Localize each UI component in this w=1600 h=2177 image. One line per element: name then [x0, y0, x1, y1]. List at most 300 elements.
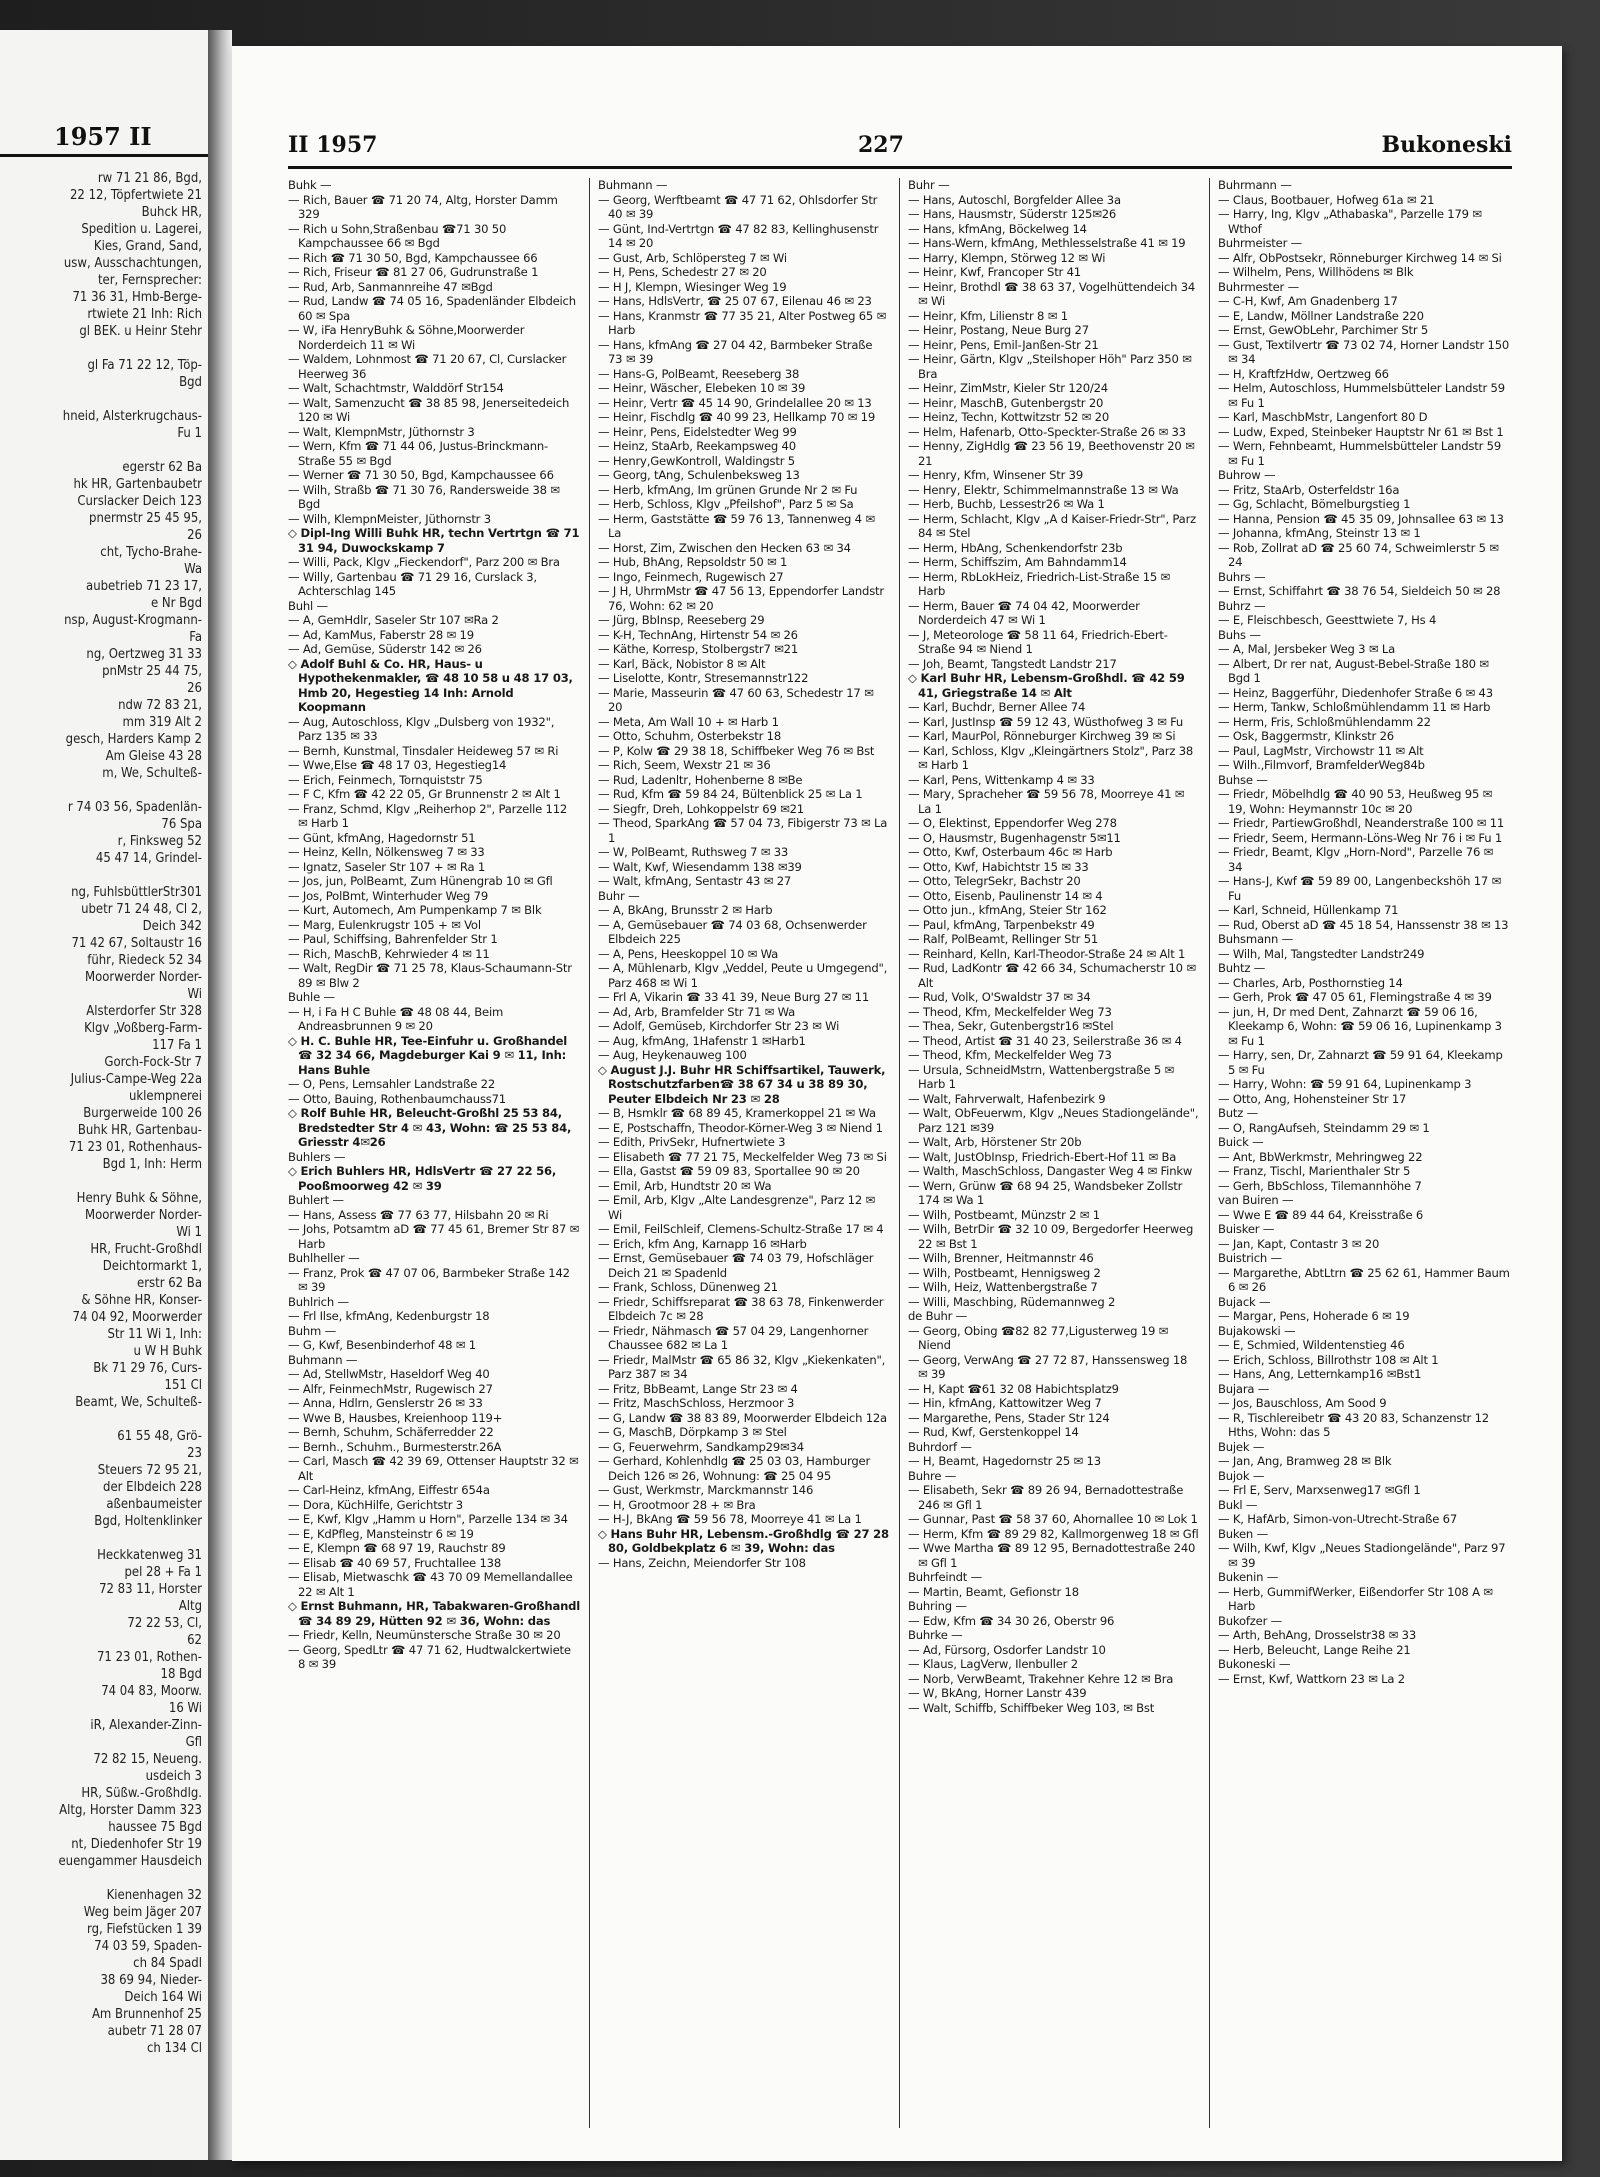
directory-entry: — Rud, Arb, Sanmannreihe 47 ✉Bgd — [288, 279, 493, 294]
left-page-line: 16 Wi — [168, 1701, 202, 1716]
directory-entry: — W, PolBeamt, Ruthsweg 7 ✉ 33 — [598, 845, 789, 859]
directory-entry: — Gg, Schlacht, Bömelburgstieg 1 — [1218, 497, 1411, 511]
surname-heading: Buhlert — — [288, 1193, 344, 1207]
directory-entry: — Walt, kfmAng, Sentastr 43 ✉ 27 — [598, 874, 792, 888]
surname-heading: Bukofzer — — [1218, 1613, 1283, 1628]
left-page-line: Henry Buhk & Söhne, — [76, 1191, 202, 1206]
left-page-line: m, We, Schulteß- — [102, 766, 202, 781]
left-page-line: pel 28 + Fa 1 — [124, 1565, 202, 1580]
directory-entry: — H, KraftfzHdw, Oertzweg 66 — [1218, 366, 1389, 381]
left-page-line: Gfl — [185, 1735, 202, 1750]
left-page-line: Klgv „Voßberg-Farm- — [84, 1021, 202, 1036]
directory-entry: — Friedr, Seem, Hermann-Löns-Weg Nr 76 i ✉ Fu 1 — [1218, 830, 1503, 845]
directory-entry: — Hub, BhAng, Repsoldstr 50 ✉ 1 — [598, 555, 788, 569]
directory-entry: — Heinz, StaArb, Reekampsweg 40 — [598, 439, 796, 453]
directory-entry: — Albert, Dr rer nat, August-Bebel-Straße 180 ✉ Bgd 1 — [1218, 656, 1489, 685]
directory-entry: — W, iFa HenryBuhk & Söhne,Moorwerder Norderdeich 11 ✉ Wi — [288, 323, 525, 352]
left-page-line: 61 55 48, Grö- — [117, 1429, 202, 1444]
directory-entry: — A, BkAng, Brunsstr 2 ✉ Harb — [598, 903, 773, 917]
left-page-line: Kienenhagen 32 — [106, 1888, 202, 1903]
directory-entry: — Adolf, Gemüseb, Kirchdorfer Str 23 ✉ Wi — [598, 1019, 840, 1033]
left-page-line: ter, Fernsprecher: — [97, 273, 202, 288]
left-page-line: usdeich 3 — [145, 1769, 202, 1784]
left-page-line: Deich 164 Wi — [124, 1990, 202, 2005]
directory-entry: — Henny, ZigHdlg ☎ 23 56 19, Beethovenstr 20 ✉ 21 — [908, 439, 1195, 468]
left-page-line: ch 134 Cl — [146, 2041, 202, 2056]
directory-entry: — Heinr, Fischdlg ☎ 40 99 23, Hellkamp 70 ✉ 19 — [598, 410, 876, 424]
directory-entry: — Heinz, Techn, Kottwitzstr 52 ✉ 20 — [908, 410, 1110, 424]
left-page-line: rtwiete 21 Inh: Rich — [87, 307, 202, 322]
directory-entry: — Theod, Artist ☎ 31 40 23, Seilerstraße 36 ✉ 4 — [908, 1033, 1182, 1048]
directory-entry: — Willi, Maschbing, Rüdemannweg 2 — [908, 1294, 1116, 1309]
directory-entry: — K, HafArb, Simon-von-Utrecht-Straße 67 — [1218, 1512, 1458, 1526]
left-page-text — [0, 170, 208, 2057]
directory-entry: — Arth, BehAng, Drosselstr38 ✉ 33 — [1218, 1628, 1416, 1642]
left-page-line: 74 04 92, Moorwerder — [72, 1310, 202, 1325]
column-divider — [1209, 178, 1210, 2128]
directory-entry: — Hans-Wern, kfmAng, Methlesselstraße 41 ✉ 19 — [908, 236, 1186, 250]
directory-entry: — Paul, Schiffsing, Bahrenfelder Str 1 — [288, 932, 498, 946]
directory-entry: — Heinr, Brothdl ☎ 38 63 37, Vogelhüttendeich 34 ✉ Wi — [908, 279, 1196, 308]
directory-entry: — Bernh, Kunstmal, Tinsdaler Heideweg 57 ✉ Ri — [288, 743, 559, 758]
directory-entry: — Wwe E ☎ 89 44 64, Kreisstraße 6 — [1218, 1207, 1424, 1222]
directory-entry: — Edith, PrivSekr, Hufnertwiete 3 — [598, 1135, 786, 1149]
directory-entry: — Gust, Werkmstr, Marckmannstr 146 — [598, 1483, 814, 1497]
directory-entry: — Hanna, Pension ☎ 45 35 09, Johnsallee 63 ✉ 13 — [1218, 511, 1504, 526]
left-page-line: hk HR, Gartenbaubetr — [73, 477, 202, 492]
directory-entry: — Walt, ObFeuerwm, Klgv „Neues Stadiongelände", Parz 121 ✉39 — [908, 1106, 1199, 1135]
directory-entry: — W, BkAng, Horner Lanstr 439 — [908, 1686, 1087, 1700]
left-page-line: 62 — [187, 1633, 202, 1648]
surname-heading: van Buiren — — [1218, 1193, 1294, 1207]
directory-entry: — Karl, Schneid, Hüllenkamp 71 — [1218, 903, 1399, 917]
directory-entry: — Karl, Bäck, Nobistor 8 ✉ Alt — [598, 656, 766, 671]
left-page-line — [0, 340, 202, 357]
left-page-line: der Elbdeich 228 — [103, 1480, 202, 1495]
directory-entry: — Wilhelm, Pens, Willhödens ✉ Blk — [1218, 265, 1414, 279]
directory-entry: — A, GemHdlr, Saseler Str 107 ✉Ra 2 — [288, 613, 499, 627]
directory-entry: — Emil, Arb, Klgv „Alte Landesgrenze", Parz 12 ✉ Wi — [598, 1193, 875, 1222]
left-page-line: pnermstr 25 45 95, — [89, 511, 202, 526]
directory-entry: — Ad, Gemüse, Süderstr 142 ✉ 26 — [288, 642, 482, 656]
directory-entry: ◇ Dipl-Ing Willi Buhk HR, techn Vertrtgn ☎ 71 31 94, Duwockskamp 7 — [288, 526, 580, 555]
directory-entry: — Rob, Zollrat aD ☎ 25 60 74, Schweimlerstr 5 ✉ 24 — [1218, 540, 1499, 569]
directory-entry: — Harry, Wohn: ☎ 59 91 64, Lupinenkamp 3 — [1218, 1077, 1472, 1091]
directory-entry: — Otto, TelegrSekr, Bachstr 20 — [908, 874, 1081, 888]
left-page-line: Bk 71 29 76, Curs- — [93, 1361, 202, 1376]
directory-entry: — Wilh, Kwf, Klgv „Neues Stadiongelände", Parz 97 ✉ 39 — [1218, 1541, 1506, 1570]
surname-heading: Buhtz — — [1218, 961, 1266, 975]
left-page-line: Fa — [189, 630, 202, 645]
directory-entry: — Käthe, Korresp, Stolbergstr7 ✉21 — [598, 642, 798, 656]
surname-heading: de Buhr — — [908, 1309, 968, 1323]
left-page-line: 22 12, Töpfertwiete 21 — [69, 188, 202, 203]
directory-entry: — C-H, Kwf, Am Gnadenberg 17 — [1218, 294, 1398, 308]
directory-entry: — Walt, RegDir ☎ 71 25 78, Klaus-Schaumann-Str 89 ✉ Blw 2 — [288, 961, 572, 990]
directory-entry: — Herb, Buchb, Lessestr26 ✉ Wa 1 — [908, 497, 1105, 511]
directory-entry: — Heinr, Kwf, Francoper Str 41 — [908, 265, 1081, 279]
directory-entry: — Georg, Werftbeamt ☎ 47 71 62, Ohlsdorfer Str 40 ✉ 39 — [598, 192, 878, 221]
directory-entry: — Heinr, Vertr ☎ 45 14 90, Grindelallee 20 ✉ 13 — [598, 395, 872, 410]
directory-entry: — Fritz, StaArb, Osterfeldstr 16a — [1218, 482, 1400, 497]
directory-entry: — Elisab ☎ 40 69 57, Fruchtallee 138 — [288, 1555, 501, 1570]
directory-entry: — Georg, tAng, Schulenbeksweg 13 — [598, 468, 800, 482]
left-page-line: Heckkatenweg 31 — [97, 1548, 202, 1563]
left-page-line: Str 11 Wi 1, Inh: — [107, 1327, 202, 1342]
directory-entry: — Gerhard, Kohlenhdlg ☎ 25 03 03, Hamburger Deich 126 ✉ 26, Wohnung: ☎ 25 04 95 — [598, 1454, 871, 1483]
directory-entry: — G, Feuerwehrm, Sandkamp29✉34 — [598, 1439, 804, 1454]
page-running-head: Bukoneski — [1381, 132, 1512, 158]
directory-entry: — Heinr, Postang, Neue Burg 27 — [908, 323, 1089, 337]
directory-entry: — Marg, Eulenkrugstr 105 + ✉ Vol — [288, 917, 481, 932]
directory-entry: — Carl, Masch ☎ 42 39 69, Ottenser Hauptstr 32 ✉ Alt — [288, 1454, 579, 1483]
directory-entry: — H-J, BkAng ☎ 59 56 78, Moorreye 41 ✉ La 1 — [598, 1512, 862, 1526]
directory-entry: — Herb, GummifWerker, Eißendorfer Str 108 A ✉ Harb — [1218, 1584, 1493, 1613]
directory-entry: — Harry, Klempn, Störweg 12 ✉ Wi — [908, 250, 1106, 265]
directory-entry: — Ernst, Gemüsebauer ☎ 74 03 79, Hofschläger Deich 21 ✉ Spadenld — [598, 1251, 874, 1280]
directory-entry: — Heinz, Kelln, Nölkensweg 7 ✉ 33 — [288, 845, 485, 859]
directory-entry: — Herm, Kfm ☎ 89 29 82, Kallmorgenweg 18 ✉ Gfl — [908, 1526, 1199, 1541]
directory-entry: — Otto, Kwf, Habichtstr 15 ✉ 33 — [908, 859, 1089, 874]
left-page-line: 26 — [187, 528, 202, 543]
directory-entry: — Margarethe, Pens, Stader Str 124 — [908, 1410, 1110, 1425]
directory-entry: — Karl, Schloss, Klgv „Kleingärtners Stolz", Parz 38 ✉ Harb 1 — [908, 743, 1194, 772]
directory-entry: — Walt, Schiffb, Schiffbeker Weg 103, ✉ Bst — [908, 1700, 1155, 1715]
left-page-line: HR, Süßw.-Großhdlg. — [81, 1786, 202, 1801]
directory-entry: — A, Mal, Jersbeker Weg 3 ✉ La — [1218, 642, 1396, 656]
directory-entry: — Klaus, LagVerw, Ilenbuller 2 — [908, 1657, 1078, 1671]
directory-column-2 — [598, 178, 890, 2128]
directory-entry: — Walt, Arb, Hörstener Str 20b — [908, 1135, 1082, 1149]
directory-entry: — Karl, MaschbMstr, Langenfort 80 D — [1218, 410, 1428, 424]
page-number: 227 — [858, 132, 904, 158]
directory-entry: — Herm, Fris, Schloßmühlendamm 22 — [1218, 714, 1431, 729]
directory-entry: — Friedr, Kelln, Neumünstersche Straße 30 ✉ 20 — [288, 1628, 561, 1642]
directory-entry: ◇ Hans Buhr HR, Lebensm.-Großhdlg ☎ 27 28 80, Goldbekplatz 6 ✉ 39, Wohn: das — [598, 1526, 889, 1555]
left-page-line: Buhck HR, — [141, 205, 202, 220]
left-page-line: gl BEK. u Heinr Stehr — [79, 324, 202, 339]
surname-heading: Buhrmeister — — [1218, 236, 1303, 250]
directory-entry: — Margar, Pens, Hoherade 6 ✉ 19 — [1218, 1309, 1410, 1323]
left-page-line: Spedition u. Lagerei, — [81, 222, 202, 237]
left-page-line: 71 36 31, Hmb-Berge- — [72, 290, 202, 305]
surname-heading: Buhlers — — [288, 1149, 346, 1164]
directory-entry: — Charles, Arb, Posthornstieg 14 — [1218, 975, 1403, 990]
column-divider — [589, 178, 590, 2128]
directory-entry: — Willy, Gartenbau ☎ 71 29 16, Curslack 3, Achterschlag 145 — [288, 569, 537, 598]
directory-entry: — Otto, Ang, Hohensteiner Str 17 — [1218, 1091, 1407, 1106]
directory-entry: — Henry, Elektr, Schimmelmannstraße 13 ✉ Wa — [908, 482, 1179, 497]
left-page-line: 71 23 01, Rothen- — [96, 1650, 202, 1665]
directory-entry: — Fritz, BbBeamt, Lange Str 23 ✉ 4 — [598, 1381, 798, 1396]
left-page-line: 45 47 14, Grindel- — [95, 851, 202, 866]
directory-entry: — Werner ☎ 71 30 50, Bgd, Kampchaussee 66 — [288, 468, 554, 482]
left-page-line: 26 — [187, 681, 202, 696]
directory-entry: — Karl, JustInsp ☎ 59 12 43, Wüsthofweg 3 ✉ Fu — [908, 714, 1184, 729]
surname-heading: Bujack — — [1218, 1294, 1271, 1309]
directory-entry: — Gerh, BbSchloss, Tilemannhöhe 7 — [1218, 1178, 1422, 1193]
directory-entry: — G, Landw ☎ 38 83 89, Moorwerder Elbdeich 12a — [598, 1410, 887, 1425]
page-volume-year: II 1957 — [288, 132, 378, 158]
directory-entry: — Wwe,Else ☎ 48 17 03, Hegestieg14 — [288, 758, 507, 772]
surname-heading: Buhr — — [908, 178, 950, 192]
directory-entry: — Elisabeth, Sekr ☎ 89 26 94, Bernadottestraße 246 ✉ Gfl 1 — [908, 1483, 1184, 1512]
directory-entry: — E, KdPfleg, Mansteinstr 6 ✉ 19 — [288, 1526, 474, 1541]
directory-entry: — Heinr, ZimMstr, Kieler Str 120/24 — [908, 381, 1108, 395]
directory-entry: ◇ Adolf Buhl & Co. HR, Haus- u Hypothekenmakler, ☎ 48 10 58 u 48 17 03, Hmb 20, Hegestieg 14 Inh: Arnold Koopmann — [288, 656, 573, 714]
directory-entry: — Ernst, Kwf, Wattkorn 23 ✉ La 2 — [1218, 1671, 1405, 1686]
left-page-line: & Söhne HR, Konser- — [81, 1293, 202, 1308]
directory-entry: — H, Grootmoor 28 + ✉ Bra — [598, 1497, 756, 1512]
surname-heading: Bukl — — [1218, 1497, 1258, 1512]
surname-heading: Buhl — — [288, 598, 328, 613]
left-page-line: euengammer Hausdeich — [58, 1854, 202, 1869]
directory-entry: — O, Hausmstr, Bugenhagenstr 5✉11 — [908, 830, 1121, 845]
directory-entry: — Karl, Buchdr, Berner Allee 74 — [908, 700, 1086, 714]
directory-entry: — Norb, VerwBeamt, Trakehner Kehre 12 ✉ Bra — [908, 1671, 1174, 1686]
directory-entry: — E, Schmied, Wildentenstieg 46 — [1218, 1338, 1405, 1352]
directory-entry: — Martin, Beamt, Gefionstr 18 — [908, 1584, 1079, 1599]
directory-entry: ◇ Rolf Buhle HR, Beleucht-Großhl 25 53 84, Bredstedter Str 4 ✉ 43, Wohn: ☎ 25 53 84, Griesstr 4✉26 — [288, 1106, 572, 1149]
directory-entry: — Fritz, MaschSchloss, Herzmoor 3 — [598, 1396, 795, 1410]
surname-heading: Butz — — [1218, 1106, 1259, 1120]
directory-entry: ◇ Karl Buhr HR, Lebensm-Großhdl. ☎ 42 59 41, Griegstraße 14 ✉ Alt — [908, 671, 1185, 700]
left-page-line: rw 71 21 86, Bgd, — [97, 171, 202, 186]
directory-entry: — Rich u Sohn,Straßenbau ☎71 30 50 Kampchaussee 66 ✉ Bgd — [288, 221, 507, 250]
directory-entry: — Marie, Masseurin ☎ 47 60 63, Schedestr 17 ✉ 20 — [598, 685, 874, 714]
directory-entry: — Jürg, BbInsp, Reeseberg 29 — [598, 613, 765, 627]
surname-heading: Buhse — — [1218, 772, 1268, 787]
left-page-line: erstr 62 Ba — [137, 1276, 202, 1291]
left-page-line: 18 Bgd — [160, 1667, 202, 1682]
directory-entry: — B, Hsmklr ☎ 68 89 45, Kramerkoppel 21 ✉ Wa — [598, 1106, 876, 1120]
directory-entry: — Friedr, PartiewGroßhdl, Neanderstraße 100 ✉ 11 — [1218, 816, 1505, 830]
directory-entry: — Gust, Textilvertr ☎ 73 02 74, Horner Landstr 150 ✉ 34 — [1218, 337, 1510, 366]
surname-heading: Buhk — — [288, 178, 332, 192]
directory-entry: — Hans, Kranmstr ☎ 77 35 21, Alter Postweg 65 ✉ Harb — [598, 308, 887, 337]
directory-entry: — Frl A, Vikarin ☎ 33 41 39, Neue Burg 27 ✉ 11 — [598, 990, 870, 1004]
page-header — [288, 132, 1512, 166]
directory-entry: — Friedr, Nähmasch ☎ 57 04 29, Langenhorner Chaussee 682 ✉ La 1 — [598, 1323, 869, 1352]
directory-entry: — Aug, Autoschloss, Klgv „Dulsberg von 1932", Parz 135 ✉ 33 — [288, 714, 555, 743]
directory-entry: — Ad, KamMus, Faberstr 28 ✉ 19 — [288, 627, 474, 642]
left-page-line: aßenbaumeister — [106, 1497, 202, 1512]
directory-entry: — Kurt, Automech, Am Pumpenkamp 7 ✉ Blk — [288, 903, 542, 917]
left-page-line: rg, Fiefstücken 1 39 — [87, 1922, 202, 1937]
left-page-line: Wi 1 — [176, 1225, 202, 1240]
directory-entry: — Hans, Autoschl, Borgfelder Allee 3a — [908, 192, 1121, 207]
directory-entry: — Walt, KlempnMstr, Jüthornstr 3 — [288, 424, 475, 439]
surname-heading: Buhrow — — [1218, 468, 1276, 482]
directory-entry: — Theod, SparkAng ☎ 57 04 73, Fibigerstr 73 ✉ La 1 — [598, 816, 888, 845]
directory-entry: — Edw, Kfm ☎ 34 30 26, Oberstr 96 — [908, 1613, 1115, 1628]
directory-columns — [288, 178, 1512, 2128]
directory-entry: — Heinr, Pens, Emil-Janßen-Str 21 — [908, 337, 1099, 352]
surname-heading: Buhmann — — [598, 178, 668, 192]
directory-entry: — Waldem, Lohnmost ☎ 71 20 67, Cl, Curslacker Heerweg 36 — [288, 352, 567, 381]
directory-entry: — Ad, Arb, Bramfelder Str 71 ✉ Wa — [598, 1004, 796, 1019]
surname-heading: Bukoneski — — [1218, 1657, 1291, 1671]
left-page-line: mm 319 Alt 2 — [122, 715, 202, 730]
surname-heading: Buhring — — [908, 1599, 967, 1613]
directory-entry: — Margarethe, AbtLtrn ☎ 25 62 61, Hammer Baum 6 ✉ 26 — [1218, 1265, 1510, 1294]
column-divider — [899, 178, 900, 2128]
directory-entry: — Elisabeth ☎ 77 21 75, Meckelfelder Weg 73 ✉ Si — [598, 1149, 887, 1164]
surname-heading: Buick — — [1218, 1135, 1264, 1149]
left-page-line — [0, 867, 202, 884]
directory-entry: — Walt, JustObInsp, Friedrich-Ebert-Hof 11 ✉ Ba — [908, 1149, 1177, 1164]
surname-heading: Buhre — — [908, 1468, 957, 1483]
directory-entry: — Harry, Ing, Klgv „Athabaska", Parzelle 179 ✉ Wthof — [1218, 207, 1482, 236]
directory-entry: — Bernh., Schuhm., Burmesterstr.26A — [288, 1439, 502, 1454]
left-page-line: aubetr 71 28 07 — [107, 2024, 202, 2039]
directory-entry: — Herm, Schlacht, Klgv „A d Kaiser-Friedr-Str", Parz 84 ✉ Stel — [908, 511, 1197, 540]
directory-entry: — Gerh, Prok ☎ 47 05 61, Flemingstraße 4 ✉ 39 — [1218, 990, 1492, 1004]
left-page-line: u W H Buhk — [133, 1344, 202, 1359]
directory-entry: — Hin, kfmAng, Kattowitzer Weg 7 — [908, 1396, 1102, 1410]
left-page-line: iR, Alexander-Zinn- — [90, 1718, 202, 1733]
left-page-line: 76 Spa — [161, 817, 202, 832]
directory-entry: — G, MaschB, Dörpkamp 3 ✉ Stel — [598, 1425, 787, 1439]
directory-entry: — Wilh, Postbeamt, Hennigsweg 2 — [908, 1265, 1101, 1280]
directory-entry: — A, Gemüsebauer ☎ 74 03 68, Ochsenwerder Elbdeich 225 — [598, 917, 867, 946]
left-page-line: ndw 72 83 21, — [118, 698, 202, 713]
left-page-line: 117 Fa 1 — [152, 1038, 202, 1053]
left-page-line: Moorwerder Norder- — [85, 970, 202, 985]
surname-heading: Buistrich — — [1218, 1251, 1282, 1265]
directory-entry: — Hans-J, Kwf ☎ 59 89 00, Langenbeckshöh 17 ✉ Fu — [1218, 874, 1502, 903]
directory-entry: — J, Meteorologe ☎ 58 11 64, Friedrich-Ebert-Straße 94 ✉ Niend 1 — [908, 627, 1168, 656]
directory-entry: — Rud, Volk, O'Swaldstr 37 ✉ 34 — [908, 990, 1091, 1004]
directory-entry: — Rich, MaschB, Kehrwieder 4 ✉ 11 — [288, 946, 490, 961]
directory-entry: — Osk, Baggermstr, Klinkstr 26 — [1218, 729, 1394, 743]
directory-entry: — Hans, kfmAng, Böckelweg 14 — [908, 221, 1087, 236]
directory-entry: — Hans, HdlsVertr, ☎ 25 07 67, Eilenau 46 ✉ 23 — [598, 294, 872, 308]
directory-entry: — Johs, Potsamtm aD ☎ 77 45 61, Bremer Str 87 ✉ Harb — [288, 1222, 580, 1251]
directory-entry: — Rich, Bauer ☎ 71 20 74, Altg, Horster Damm 329 — [288, 192, 558, 221]
directory-entry: — Wilh, KlempnMeister, Jüthornstr 3 — [288, 511, 491, 526]
left-page-line: 74 04 83, Moorw. — [101, 1684, 202, 1699]
left-page-line: r, Finksweg 52 — [117, 834, 202, 849]
left-page-line — [0, 1173, 202, 1190]
left-page-line: gesch, Harders Kamp 2 — [65, 732, 202, 747]
directory-entry: — Ludw, Exped, Steinbeker Hauptstr Nr 61 ✉ Bst 1 — [1218, 424, 1504, 439]
surname-heading: Buhlheller — — [288, 1251, 360, 1265]
directory-entry: — Reinhard, Kelln, Karl-Theodor-Straße 24 ✉ Alt 1 — [908, 946, 1186, 961]
surname-heading: Buhrmann — — [1218, 178, 1292, 192]
left-page-line: ng, FuhlsbüttlerStr301 — [71, 885, 202, 900]
directory-entry: — Wern, Grünw ☎ 68 94 25, Wandsbeker Zollstr 174 ✉ Wa 1 — [908, 1178, 1183, 1207]
directory-entry: — Rich ☎ 71 30 50, Bgd, Kampchaussee 66 — [288, 250, 538, 265]
directory-entry: — O, Pens, Lemsahler Landstraße 22 — [288, 1077, 496, 1091]
directory-entry: — Ernst, GewObLehr, Parchimer Str 5 — [1218, 323, 1429, 337]
left-page-line: gl Fa 71 22 12, Töp- — [87, 358, 202, 373]
directory-entry: — G, Kwf, Besenbinderhof 48 ✉ 1 — [288, 1338, 476, 1352]
directory-entry: — Friedr, Schiffsreparat ☎ 38 63 78, Finkenwerder Elbdeich 7c ✉ 28 — [598, 1294, 884, 1323]
directory-entry: — Gunnar, Past ☎ 58 37 60, Ahornallee 10 ✉ Lok 1 — [908, 1512, 1198, 1526]
directory-entry: — Liselotte, Kontr, Stresemannstr122 — [598, 671, 809, 685]
surname-heading: Buhrdorf — — [908, 1439, 972, 1454]
directory-entry: — Otto, Schuhm, Osterbekstr 18 — [598, 729, 782, 743]
left-page-line — [0, 782, 202, 799]
left-page-line: uklempnerei — [128, 1089, 202, 1104]
directory-entry: — Thea, Sekr, Gutenbergstr16 ✉Stel — [908, 1019, 1114, 1033]
directory-entry: — Mary, Spracheher ☎ 59 56 78, Moorreye 41 ✉ La 1 — [908, 787, 1185, 816]
directory-entry: — Heinr, Wäscher, Elebeken 10 ✉ 39 — [598, 381, 806, 395]
directory-entry: — Heinr, Pens, Eidelstedter Weg 99 — [598, 424, 797, 439]
left-page-line: 72 82 15, Neueng. — [93, 1752, 202, 1767]
directory-entry: — Rud, Oberst aD ☎ 45 18 54, Hanssenstr 38 ✉ 13 — [1218, 917, 1509, 932]
surname-heading: Buhr — — [598, 888, 640, 903]
left-page-line: Am Gleise 43 28 — [105, 749, 202, 764]
left-page-line: haussee 75 Bgd — [108, 1820, 202, 1835]
directory-entry: — J H, UhrmMstr ☎ 47 56 13, Eppendorfer Landstr 76, Wohn: 62 ✉ 20 — [598, 584, 884, 613]
directory-entry: — R, Tischlereibetr ☎ 43 20 83, Schanzenstr 12 Hths, Wohn: das 5 — [1218, 1410, 1489, 1439]
directory-entry: — Ursula, SchneidMstrn, Wattenbergstraße 5 ✉ Harb 1 — [908, 1062, 1174, 1091]
directory-entry: — Otto, Kwf, Osterbaum 46c ✉ Harb — [908, 845, 1113, 859]
left-page-line: Deichtormarkt 1, — [102, 1259, 202, 1274]
left-page-line: Fu 1 — [177, 426, 202, 441]
surname-heading: Bujara — — [1218, 1381, 1270, 1396]
left-page-line: 74 03 59, Spaden- — [94, 1939, 202, 1954]
directory-entry: — Theod, Kfm, Meckelfelder Weg 73 — [908, 1048, 1112, 1062]
left-page-line: Steuers 72 95 21, — [97, 1463, 202, 1478]
directory-entry: — Wern, Fehnbeamt, Hummelsbütteler Landstr 59 ✉ Fu 1 — [1218, 439, 1501, 468]
left-page-line: egerstr 62 Ba — [122, 460, 202, 475]
directory-entry: — Herm, Tankw, Schloßmühlendamm 11 ✉ Harb — [1218, 700, 1491, 714]
left-page-line: Wi — [187, 987, 202, 1002]
left-page-line: r 74 03 56, Spadenlän- — [67, 800, 202, 815]
directory-entry: — Heinr, Gärtn, Klgv „Steilshoper Höh" Parz 350 ✉ Bra — [908, 352, 1192, 381]
directory-entry: — Dora, KüchHilfe, Gerichtstr 3 — [288, 1497, 463, 1512]
directory-entry: — Frank, Schloss, Dünenweg 21 — [598, 1280, 778, 1294]
directory-entry: — Jos, jun, PolBeamt, Zum Hünengrab 10 ✉ Gfl — [288, 874, 553, 888]
directory-entry: — E, Klempn ☎ 68 97 19, Rauchstr 89 — [288, 1541, 506, 1555]
directory-entry: — Herb, Beleucht, Lange Reihe 21 — [1218, 1642, 1411, 1657]
surname-heading: Buhrz — — [1218, 598, 1266, 613]
directory-entry: — Ralf, PolBeamt, Rellinger Str 51 — [908, 932, 1099, 946]
directory-entry: — Willi, Pack, Klgv „Fieckendorf", Parz 200 ✉ Bra — [288, 555, 560, 569]
directory-entry: ◇ H. C. Buhle HR, Tee-Einfuhr u. Großhandel ☎ 32 34 66, Magdeburger Kai 9 ✉ 11, Inh: Hans Buhle — [288, 1033, 568, 1077]
directory-entry: — Herm, RbLokHeiz, Friedrich-List-Straße 15 ✉ Harb — [908, 569, 1171, 598]
directory-entry: — Georg, SpedLtr ☎ 47 71 62, Hudtwalckertwiete 8 ✉ 39 — [288, 1642, 571, 1671]
directory-entry: — Walt, Schachtmstr, Walddörf Str154 — [288, 381, 504, 395]
directory-entry: — Karl, MaurPol, Rönneburger Kirchweg 39 ✉ Si — [908, 729, 1176, 743]
directory-entry: — Heinr, Kfm, Lilienstr 8 ✉ 1 — [908, 308, 1068, 323]
directory-entry: — Ant, BbWerkmstr, Mehringweg 22 — [1218, 1149, 1423, 1164]
directory-entry: — Herb, kfmAng, Im grünen Grunde Nr 2 ✉ Fu — [598, 482, 858, 497]
left-page-header: 1957 II — [54, 122, 152, 151]
left-page-line: Gorch-Fock-Str 7 — [104, 1055, 202, 1070]
directory-entry: — Otto, Eisenb, Paulinenstr 14 ✉ 4 — [908, 888, 1103, 903]
directory-entry: — Wilh, BetrDir ☎ 32 10 09, Bergedorfer Heerweg 22 ✉ Bst 1 — [908, 1222, 1194, 1251]
left-page-line: Weg beim Jäger 207 — [83, 1905, 202, 1920]
directory-entry: — Wilh, Postbeamt, Münzstr 2 ✉ 1 — [908, 1207, 1100, 1222]
directory-entry: — Hans-G, PolBeamt, Reeseberg 38 — [598, 366, 800, 381]
directory-entry: — Georg, VerwAng ☎ 27 72 87, Hanssensweg 18 ✉ 39 — [908, 1352, 1188, 1381]
directory-entry: — jun, H, Dr med Dent, Zahnarzt ☎ 59 06 16, Kleekamp 6, Wohn: ☎ 59 06 16, Lupinenkamp 3 ✉ Fu 1 — [1218, 1004, 1502, 1048]
left-page-line: Kies, Grand, Sand, — [93, 239, 202, 254]
directory-entry: — A, Pens, Heeskoppel 10 ✉ Wa — [598, 946, 779, 961]
directory-entry: — Wilh, Brenner, Heitmannstr 46 — [908, 1251, 1094, 1265]
left-page-line: 71 42 67, Soltaustr 16 — [71, 936, 202, 951]
directory-entry: — Herm, Bauer ☎ 74 04 42, Moorwerder Norderdeich 47 ✉ Wi 1 — [908, 598, 1140, 627]
directory-entry: — E, Kwf, Klgv „Hamm u Horn", Parzelle 134 ✉ 34 — [288, 1512, 568, 1526]
surname-heading: Buhlrich — — [288, 1294, 349, 1309]
directory-entry: — Henry,GewKontroll, Waldingstr 5 — [598, 453, 795, 468]
directory-entry: — Heinr, MaschB, Gutenbergstr 20 — [908, 395, 1104, 410]
surname-heading: Buhle — — [288, 990, 335, 1004]
